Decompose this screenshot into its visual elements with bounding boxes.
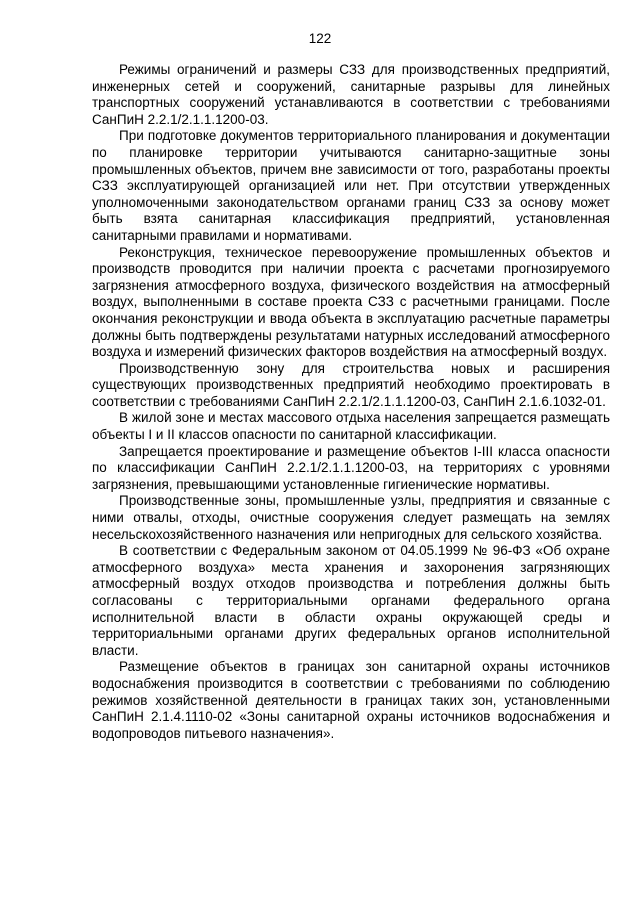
paragraph-industrial-zones: Производственные зоны, промышленные узлы, предприятия и связанные с ними отвалы, отходы, очистные сооружения следует размещать на землях несельскохозяйственного назначения или непригодных для сельского хозяйства. [92, 493, 610, 542]
paragraph-design-prohibition: Запрещается проектирование и размещение объектов I-III класса опасности по классификации СанПиН 2.2.1/2.1.1.1200-03, на территориях с уровнями загрязнения, превышающими установленные гигиенические нормативы. [92, 443, 610, 492]
paragraph-residential-zone: В жилой зоне и местах массового отдыха населения запрещается размещать объекты I и II классов опасности по санитарной классификации. [92, 410, 610, 443]
paragraph-federal-law: В соответствии с Федеральным законом от 04.05.1999 № 96-ФЗ «Об охране атмосферного воздуха» места хранения и захоронения загрязняющих атмосферный воздух отходов производства и потребления должны быть согласованы с территориальными органами федерального органа исполнительной власти в области охраны окружающей среды и территориальными органами других федеральных органов исполнительной власти. [92, 543, 610, 658]
paragraph-territorial-planning: При подготовке документов территориального планирования и документации по планировке территории учитываются санитарно-защитные зоны промышленных объектов, причем вне зависимости от того, разработаны проекты СЗЗ эксплуатирующей организацией или нет. При отсутствии утвержденных уполномоченными законодательством органами границ СЗЗ за основу может быть взята санитарная классификация предприятий, установленная санитарными правилами и нормативами. [92, 128, 610, 243]
paragraph-reconstruction: Реконструкция, техническое перевооружение промышленных объектов и производств проводится при наличии проекта с расчетами прогнозируемого загрязнения атмосферного воздуха, физического воздействия на атмосферный воздух, выполненными в составе проекта СЗЗ с расчетными границами. После окончания реконструкции и ввода объекта в эксплуатацию расчетные параметры должны быть подтверждены результатами натурных исследований атмосферного воздуха и измерений физических факторов воздействия на атмосферный воздух. [92, 244, 610, 360]
paragraph-water-protection: Размещение объектов в границах зон санитарной охраны источников водоснабжения производится в соответствии с требованиями по соблюдению режимов хозяйственной деятельности в границах таких зон, установленными СанПиН 2.1.4.1110-02 «Зоны санитарной охраны источников водоснабжения и водопроводов питьевого назначения». [92, 659, 610, 741]
paragraph-production-zone: Производственную зону для строительства новых и расширения существующих производственных предприятий необходимо проектировать в соответствии с требованиями СанПиН 2.2.1/2.1.1.1200-03, СанПиН 2.1.6.1032-01. [92, 360, 610, 409]
document-body [92, 62, 610, 742]
paragraph-szz-regimes: Режимы ограничений и размеры СЗЗ для производственных предприятий, инженерных сетей и сооружений, санитарные разрывы для линейных транспортных сооружений устанавливаются в соответствии с требованиями СанПиН 2.2.1/2.1.1.1200-03. [92, 62, 610, 127]
page-number: 122 [308, 31, 332, 46]
